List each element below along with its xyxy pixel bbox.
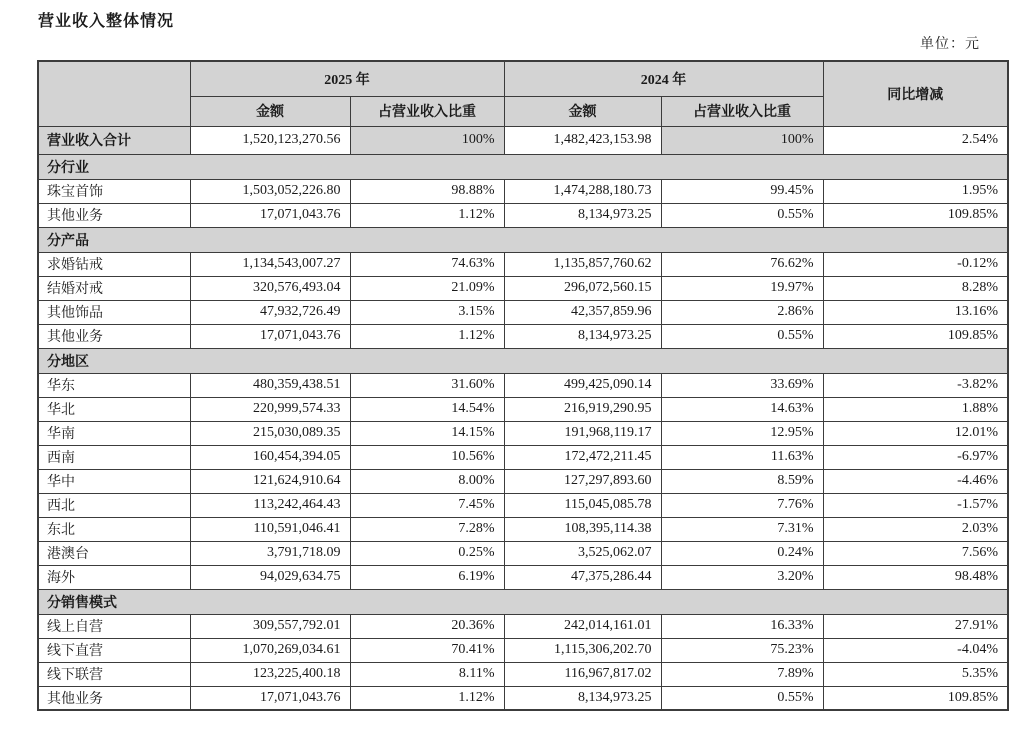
yoy-cell: -4.46% — [823, 469, 1008, 493]
yoy-cell: 1.88% — [823, 397, 1008, 421]
pct-2024-cell: 3.20% — [661, 565, 823, 589]
amount-2025-cell: 160,454,394.05 — [190, 445, 350, 469]
yoy-cell: -0.12% — [823, 252, 1008, 276]
amount-2024-cell: 8,134,973.25 — [504, 203, 661, 227]
amount-2025-cell: 121,624,910.64 — [190, 469, 350, 493]
pct-2024-cell: 0.55% — [661, 203, 823, 227]
table-row — [38, 397, 1008, 421]
pct-2024-cell: 7.31% — [661, 517, 823, 541]
pct-2025-cell: 70.41% — [350, 638, 504, 662]
row-label-cell: 西南 — [38, 445, 190, 469]
amount-2024-cell: 115,045,085.78 — [504, 493, 661, 517]
yoy-cell: 2.03% — [823, 517, 1008, 541]
amount-2025-cell: 215,030,089.35 — [190, 421, 350, 445]
amount-2024-cell: 296,072,560.15 — [504, 276, 661, 300]
row-label-cell: 华中 — [38, 469, 190, 493]
amount-2025-header: 金额 — [190, 96, 350, 126]
table-row — [38, 179, 1008, 203]
table-row — [38, 203, 1008, 227]
row-label-cell: 西北 — [38, 493, 190, 517]
row-label-cell: 线上自营 — [38, 614, 190, 638]
amount-2024-cell: 191,968,119.17 — [504, 421, 661, 445]
amount-2024-cell: 1,135,857,760.62 — [504, 252, 661, 276]
pct-2024-cell: 2.86% — [661, 300, 823, 324]
amount-2025-cell: 480,359,438.51 — [190, 373, 350, 397]
amount-2024-cell: 47,375,286.44 — [504, 565, 661, 589]
table-row — [38, 517, 1008, 541]
yoy-cell: 8.28% — [823, 276, 1008, 300]
pct-2025-cell: 7.45% — [350, 493, 504, 517]
yoy-cell: 109.85% — [823, 324, 1008, 348]
amount-2024-cell: 242,014,161.01 — [504, 614, 661, 638]
pct-2025-cell: 31.60% — [350, 373, 504, 397]
table-row — [38, 324, 1008, 348]
table-header — [38, 61, 1008, 126]
amount-2025-cell: 17,071,043.76 — [190, 203, 350, 227]
table-row — [38, 614, 1008, 638]
row-label-cell: 其他业务 — [38, 324, 190, 348]
yoy-header: 同比增减 — [823, 61, 1008, 126]
section-row — [38, 154, 1008, 179]
pct-2024-cell: 7.76% — [661, 493, 823, 517]
pct-2025-cell: 1.12% — [350, 203, 504, 227]
pct-2024-cell: 16.33% — [661, 614, 823, 638]
amount-2025-cell: 123,225,400.18 — [190, 662, 350, 686]
yoy-cell: 13.16% — [823, 300, 1008, 324]
row-label-cell: 港澳台 — [38, 541, 190, 565]
amount-2024-cell: 216,919,290.95 — [504, 397, 661, 421]
amount-2025-cell: 47,932,726.49 — [190, 300, 350, 324]
pct-2025-cell: 100% — [350, 126, 504, 154]
pct-2025-cell: 74.63% — [350, 252, 504, 276]
pct-2025-cell: 1.12% — [350, 324, 504, 348]
table-row — [38, 469, 1008, 493]
proportion-2025-header: 占营业收入比重 — [350, 96, 504, 126]
page-title: 营业收入整体情况 — [38, 13, 175, 30]
pct-2025-cell: 10.56% — [350, 445, 504, 469]
pct-2025-cell: 21.09% — [350, 276, 504, 300]
amount-2024-cell: 127,297,893.60 — [504, 469, 661, 493]
amount-2024-cell: 499,425,090.14 — [504, 373, 661, 397]
pct-2024-cell: 0.55% — [661, 686, 823, 710]
row-label-cell: 线下联营 — [38, 662, 190, 686]
proportion-2024-header: 占营业收入比重 — [661, 96, 823, 126]
year-2024-header: 2024 年 — [504, 61, 823, 96]
corner-cell — [38, 61, 190, 126]
row-label-cell: 华南 — [38, 421, 190, 445]
yoy-cell: -4.04% — [823, 638, 1008, 662]
pct-2024-cell: 99.45% — [661, 179, 823, 203]
row-label-cell: 结婚对戒 — [38, 276, 190, 300]
year-2025-header: 2025 年 — [190, 61, 504, 96]
revenue-table — [37, 60, 1009, 711]
row-label-cell: 东北 — [38, 517, 190, 541]
yoy-cell: 98.48% — [823, 565, 1008, 589]
total-row — [38, 126, 1008, 154]
row-label-cell: 其他饰品 — [38, 300, 190, 324]
table-row — [38, 565, 1008, 589]
yoy-cell: 109.85% — [823, 203, 1008, 227]
amount-2024-header: 金额 — [504, 96, 661, 126]
yoy-cell: 7.56% — [823, 541, 1008, 565]
yoy-cell: -1.57% — [823, 493, 1008, 517]
yoy-cell: 5.35% — [823, 662, 1008, 686]
pct-2025-cell: 98.88% — [350, 179, 504, 203]
section-row — [38, 348, 1008, 373]
amount-2025-cell: 220,999,574.33 — [190, 397, 350, 421]
pct-2025-cell: 3.15% — [350, 300, 504, 324]
yoy-cell: -6.97% — [823, 445, 1008, 469]
amount-2025-cell: 1,134,543,007.27 — [190, 252, 350, 276]
amount-2025-cell: 1,070,269,034.61 — [190, 638, 350, 662]
amount-2024-cell: 172,472,211.45 — [504, 445, 661, 469]
amount-2025-cell: 3,791,718.09 — [190, 541, 350, 565]
table-row — [38, 541, 1008, 565]
pct-2025-cell: 6.19% — [350, 565, 504, 589]
amount-2025-cell: 110,591,046.41 — [190, 517, 350, 541]
section-label: 分产品 — [38, 227, 1008, 252]
row-label-cell: 珠宝首饰 — [38, 179, 190, 203]
row-label-cell: 求婚钻戒 — [38, 252, 190, 276]
pct-2024-cell: 75.23% — [661, 638, 823, 662]
amount-2025-cell: 1,520,123,270.56 — [190, 126, 350, 154]
pct-2025-cell: 14.15% — [350, 421, 504, 445]
pct-2024-cell: 12.95% — [661, 421, 823, 445]
pct-2025-cell: 14.54% — [350, 397, 504, 421]
amount-2025-cell: 320,576,493.04 — [190, 276, 350, 300]
amount-2024-cell: 8,134,973.25 — [504, 686, 661, 710]
table-row — [38, 662, 1008, 686]
yoy-cell: 109.85% — [823, 686, 1008, 710]
section-label: 分销售模式 — [38, 589, 1008, 614]
table-row — [38, 252, 1008, 276]
pct-2024-cell: 76.62% — [661, 252, 823, 276]
unit-label: 单位：元 — [920, 37, 980, 52]
section-label: 分地区 — [38, 348, 1008, 373]
amount-2025-cell: 17,071,043.76 — [190, 686, 350, 710]
amount-2025-cell: 113,242,464.43 — [190, 493, 350, 517]
amount-2024-cell: 116,967,817.02 — [504, 662, 661, 686]
pct-2025-cell: 0.25% — [350, 541, 504, 565]
amount-2024-cell: 1,115,306,202.70 — [504, 638, 661, 662]
amount-2024-cell: 1,482,423,153.98 — [504, 126, 661, 154]
table-row — [38, 638, 1008, 662]
row-label-cell: 海外 — [38, 565, 190, 589]
pct-2025-cell: 20.36% — [350, 614, 504, 638]
table-row — [38, 421, 1008, 445]
row-label-cell: 其他业务 — [38, 203, 190, 227]
pct-2024-cell: 19.97% — [661, 276, 823, 300]
amount-2024-cell: 42,357,859.96 — [504, 300, 661, 324]
row-label-cell: 线下直营 — [38, 638, 190, 662]
pct-2025-cell: 1.12% — [350, 686, 504, 710]
row-label-cell: 华东 — [38, 373, 190, 397]
pct-2024-cell: 33.69% — [661, 373, 823, 397]
pct-2024-cell: 7.89% — [661, 662, 823, 686]
section-label: 分行业 — [38, 154, 1008, 179]
row-label-cell: 营业收入合计 — [38, 126, 190, 154]
table-row — [38, 493, 1008, 517]
amount-2025-cell: 1,503,052,226.80 — [190, 179, 350, 203]
pct-2025-cell: 8.00% — [350, 469, 504, 493]
pct-2024-cell: 8.59% — [661, 469, 823, 493]
pct-2024-cell: 14.63% — [661, 397, 823, 421]
yoy-cell: 12.01% — [823, 421, 1008, 445]
pct-2024-cell: 0.55% — [661, 324, 823, 348]
yoy-cell: 27.91% — [823, 614, 1008, 638]
yoy-cell: 1.95% — [823, 179, 1008, 203]
table-row — [38, 300, 1008, 324]
pct-2024-cell: 11.63% — [661, 445, 823, 469]
yoy-cell: -3.82% — [823, 373, 1008, 397]
yoy-cell: 2.54% — [823, 126, 1008, 154]
table-row — [38, 445, 1008, 469]
section-row — [38, 589, 1008, 614]
table-row — [38, 276, 1008, 300]
pct-2025-cell: 7.28% — [350, 517, 504, 541]
section-row — [38, 227, 1008, 252]
amount-2024-cell: 1,474,288,180.73 — [504, 179, 661, 203]
table-row — [38, 686, 1008, 710]
header-row-years — [38, 61, 1008, 96]
row-label-cell: 其他业务 — [38, 686, 190, 710]
pct-2025-cell: 8.11% — [350, 662, 504, 686]
row-label-cell: 华北 — [38, 397, 190, 421]
pct-2024-cell: 100% — [661, 126, 823, 154]
table-row — [38, 373, 1008, 397]
amount-2024-cell: 8,134,973.25 — [504, 324, 661, 348]
amount-2024-cell: 3,525,062.07 — [504, 541, 661, 565]
amount-2025-cell: 17,071,043.76 — [190, 324, 350, 348]
table-body — [38, 126, 1008, 710]
amount-2025-cell: 94,029,634.75 — [190, 565, 350, 589]
pct-2024-cell: 0.24% — [661, 541, 823, 565]
amount-2024-cell: 108,395,114.38 — [504, 517, 661, 541]
amount-2025-cell: 309,557,792.01 — [190, 614, 350, 638]
